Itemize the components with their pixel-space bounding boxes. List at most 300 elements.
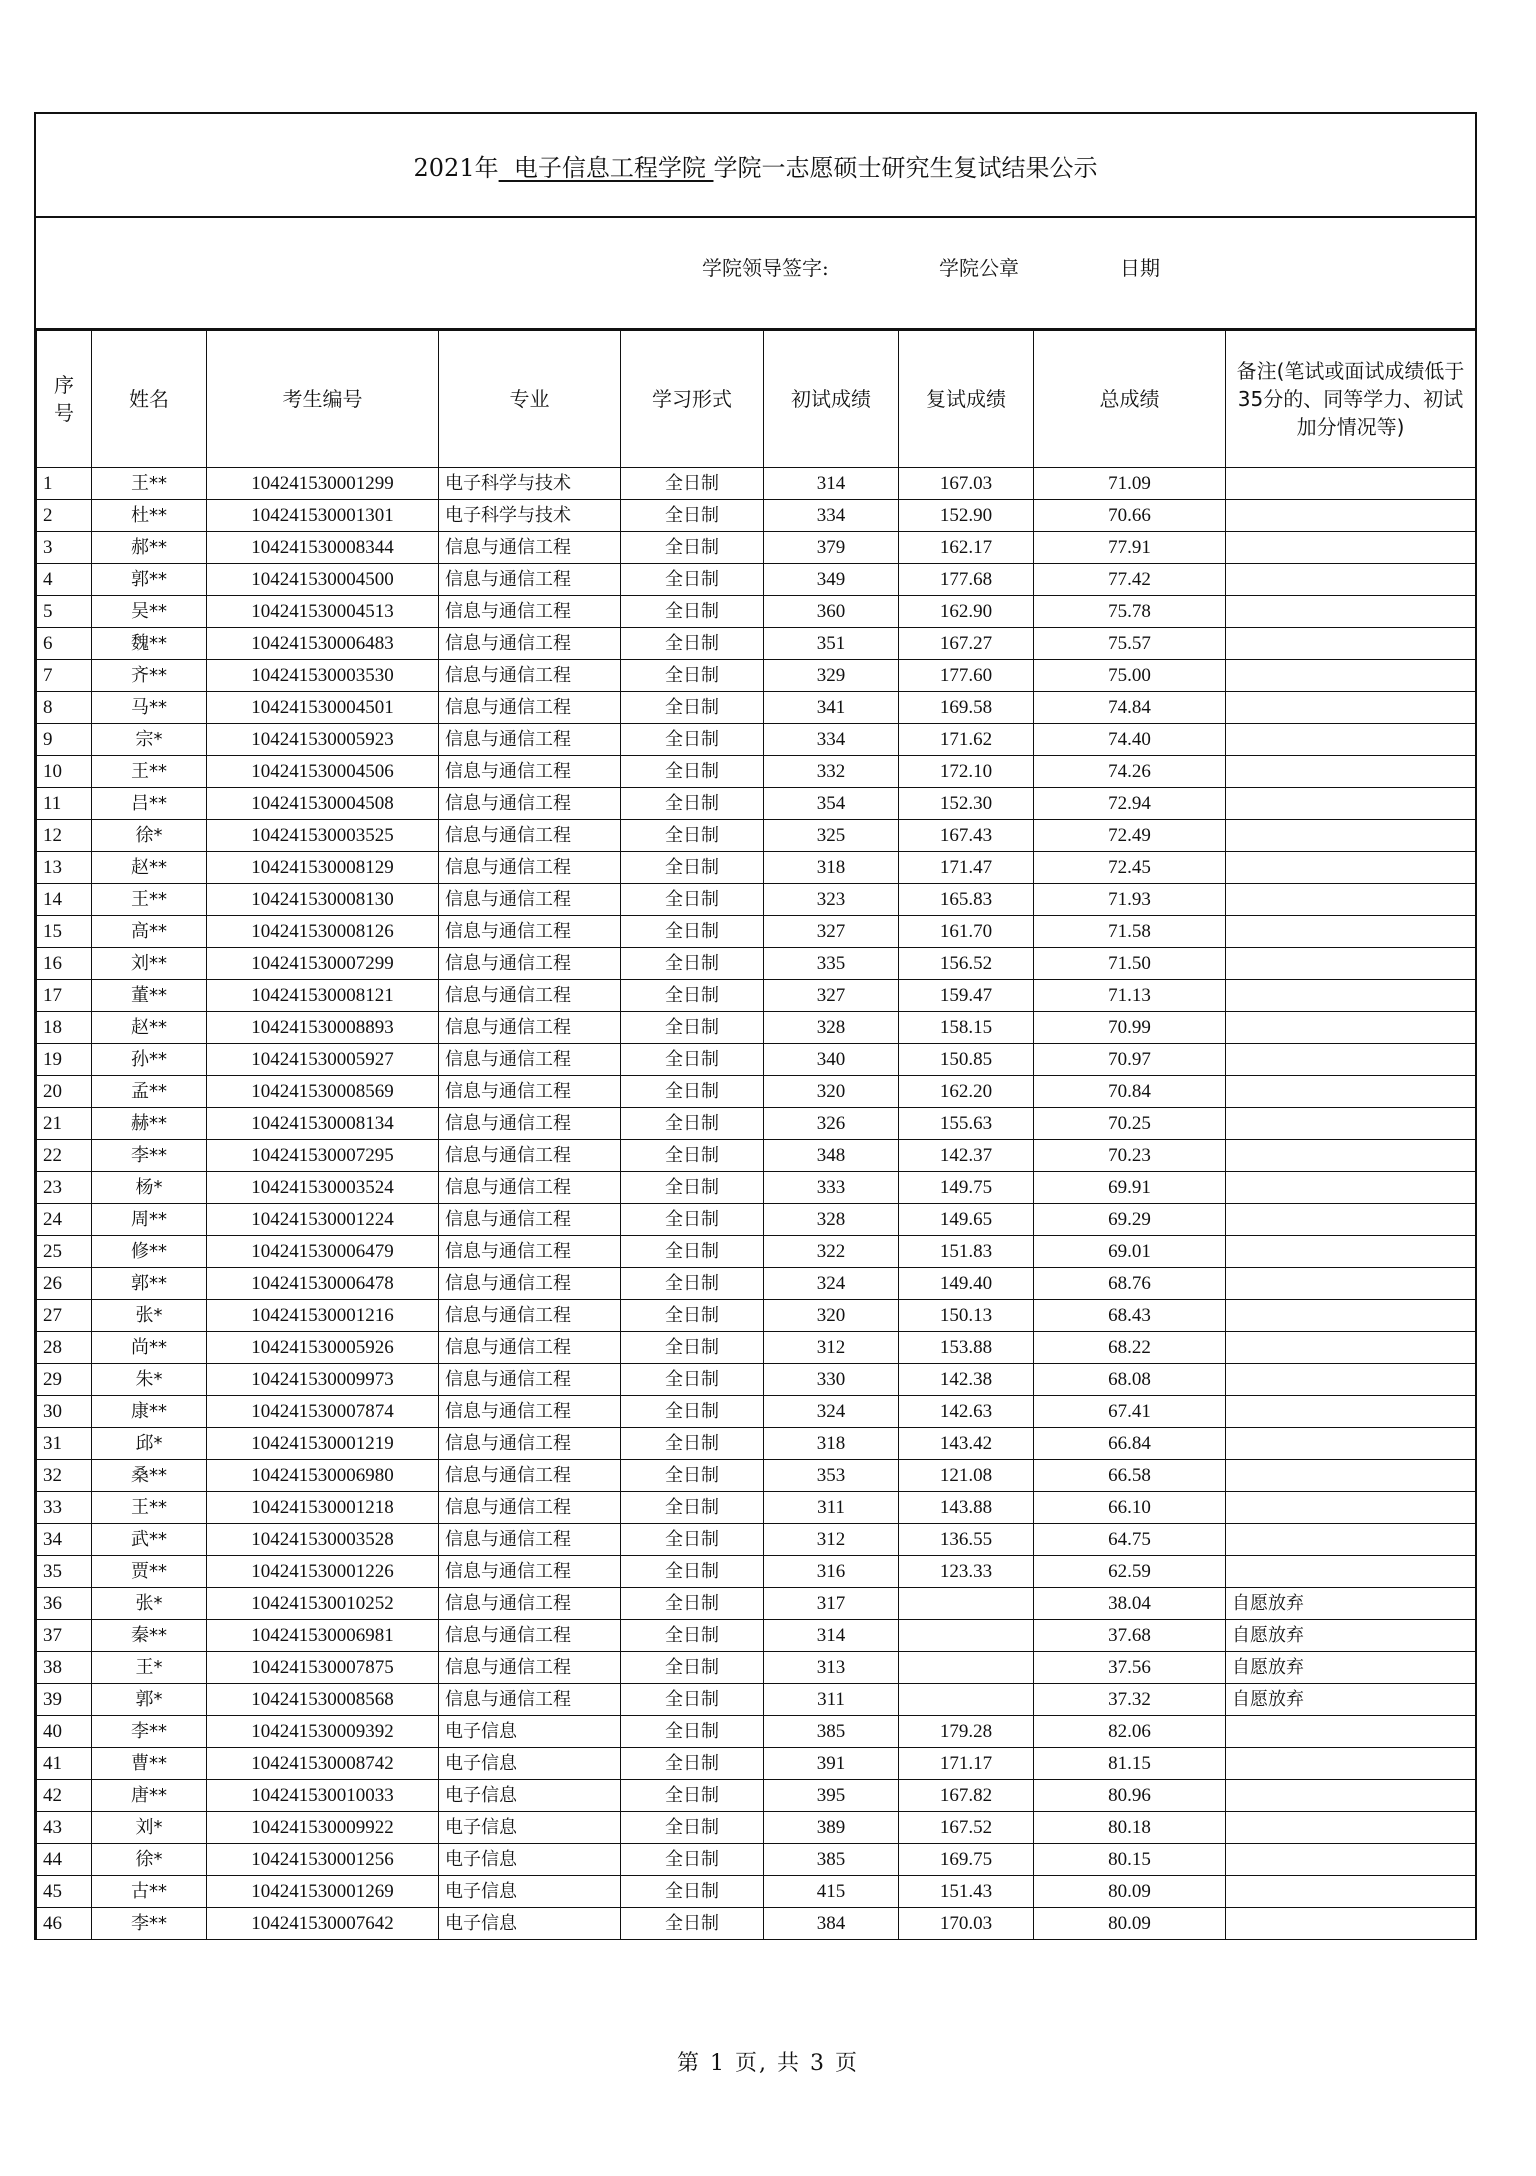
row-exam-id: 104241530007874 xyxy=(207,1396,439,1428)
row-index: 43 xyxy=(37,1812,92,1844)
row-exam-id: 104241530008129 xyxy=(207,852,439,884)
row-study-mode: 全日制 xyxy=(621,948,764,980)
row-prelim-score: 326 xyxy=(764,1108,899,1140)
row-study-mode: 全日制 xyxy=(621,980,764,1012)
row-index: 8 xyxy=(37,692,92,724)
row-prelim-score: 314 xyxy=(764,468,899,500)
row-prelim-score: 332 xyxy=(764,756,899,788)
row-index: 15 xyxy=(37,916,92,948)
row-major: 信息与通信工程 xyxy=(439,596,621,628)
row-major: 信息与通信工程 xyxy=(439,532,621,564)
header-study-mode: 学习形式 xyxy=(621,331,764,468)
row-exam-id: 104241530001218 xyxy=(207,1492,439,1524)
row-study-mode: 全日制 xyxy=(621,1812,764,1844)
row-retest-score: 167.43 xyxy=(899,820,1034,852)
row-name: 郭* xyxy=(92,1684,207,1716)
row-exam-id: 104241530003528 xyxy=(207,1524,439,1556)
row-prelim-score: 327 xyxy=(764,980,899,1012)
row-retest-score xyxy=(899,1652,1034,1684)
row-study-mode: 全日制 xyxy=(621,1684,764,1716)
row-total-score: 68.76 xyxy=(1034,1268,1226,1300)
row-total-score: 37.56 xyxy=(1034,1652,1226,1684)
row-prelim-score: 334 xyxy=(764,500,899,532)
row-exam-id: 104241530006478 xyxy=(207,1268,439,1300)
row-retest-score: 142.38 xyxy=(899,1364,1034,1396)
table-row xyxy=(37,692,1476,724)
row-exam-id: 104241530001301 xyxy=(207,500,439,532)
header-remark: 备注(笔试或面试成绩低于35分的、同等学力、初试加分情况等) xyxy=(1226,331,1476,468)
row-name: 张* xyxy=(92,1588,207,1620)
row-study-mode: 全日制 xyxy=(621,1204,764,1236)
row-remark xyxy=(1226,1236,1476,1268)
row-exam-id: 104241530010033 xyxy=(207,1780,439,1812)
row-exam-id: 104241530003524 xyxy=(207,1172,439,1204)
row-retest-score: 171.62 xyxy=(899,724,1034,756)
row-name: 贾** xyxy=(92,1556,207,1588)
row-exam-id: 104241530007299 xyxy=(207,948,439,980)
row-name: 王* xyxy=(92,1652,207,1684)
row-index: 26 xyxy=(37,1268,92,1300)
row-retest-score: 150.13 xyxy=(899,1300,1034,1332)
row-remark xyxy=(1226,468,1476,500)
row-exam-id: 104241530005923 xyxy=(207,724,439,756)
row-prelim-score: 360 xyxy=(764,596,899,628)
row-index: 27 xyxy=(37,1300,92,1332)
table-header-row xyxy=(37,331,1476,468)
row-study-mode: 全日制 xyxy=(621,1076,764,1108)
row-retest-score: 121.08 xyxy=(899,1460,1034,1492)
row-name: 刘** xyxy=(92,948,207,980)
row-retest-score: 162.90 xyxy=(899,596,1034,628)
row-prelim-score: 385 xyxy=(764,1844,899,1876)
row-retest-score: 143.88 xyxy=(899,1492,1034,1524)
row-name: 郭** xyxy=(92,564,207,596)
row-prelim-score: 314 xyxy=(764,1620,899,1652)
table-row xyxy=(37,1140,1476,1172)
row-index: 14 xyxy=(37,884,92,916)
row-retest-score: 172.10 xyxy=(899,756,1034,788)
row-study-mode: 全日制 xyxy=(621,1236,764,1268)
row-exam-id: 104241530007295 xyxy=(207,1140,439,1172)
row-index: 7 xyxy=(37,660,92,692)
table-row xyxy=(37,564,1476,596)
row-retest-score: 159.47 xyxy=(899,980,1034,1012)
row-index: 40 xyxy=(37,1716,92,1748)
page-footer: 第 1 页, 共 3 页 xyxy=(677,2051,859,2076)
row-study-mode: 全日制 xyxy=(621,1268,764,1300)
row-exam-id: 104241530009973 xyxy=(207,1364,439,1396)
header-retest-score: 复试成绩 xyxy=(899,331,1034,468)
row-retest-score: 167.52 xyxy=(899,1812,1034,1844)
header-index: 序号 xyxy=(37,331,92,468)
table-row xyxy=(37,1876,1476,1908)
row-exam-id: 104241530008568 xyxy=(207,1684,439,1716)
table-row xyxy=(37,660,1476,692)
row-exam-id: 104241530001224 xyxy=(207,1204,439,1236)
row-major: 信息与通信工程 xyxy=(439,980,621,1012)
row-name: 宗* xyxy=(92,724,207,756)
row-prelim-score: 333 xyxy=(764,1172,899,1204)
row-major: 信息与通信工程 xyxy=(439,852,621,884)
row-exam-id: 104241530008121 xyxy=(207,980,439,1012)
row-retest-score: 142.63 xyxy=(899,1396,1034,1428)
row-name: 徐* xyxy=(92,1844,207,1876)
row-exam-id: 104241530001219 xyxy=(207,1428,439,1460)
row-name: 古** xyxy=(92,1876,207,1908)
row-total-score: 72.49 xyxy=(1034,820,1226,852)
table-row xyxy=(37,756,1476,788)
row-major: 信息与通信工程 xyxy=(439,1428,621,1460)
row-index: 13 xyxy=(37,852,92,884)
row-prelim-score: 391 xyxy=(764,1748,899,1780)
row-major: 信息与通信工程 xyxy=(439,1300,621,1332)
row-total-score: 80.15 xyxy=(1034,1844,1226,1876)
row-total-score: 67.41 xyxy=(1034,1396,1226,1428)
row-prelim-score: 324 xyxy=(764,1268,899,1300)
row-index: 12 xyxy=(37,820,92,852)
row-remark xyxy=(1226,1716,1476,1748)
row-remark: 自愿放弃 xyxy=(1226,1588,1476,1620)
row-name: 吕** xyxy=(92,788,207,820)
row-total-score: 66.10 xyxy=(1034,1492,1226,1524)
row-name: 武** xyxy=(92,1524,207,1556)
row-index: 31 xyxy=(37,1428,92,1460)
row-name: 李** xyxy=(92,1140,207,1172)
college-seal-label: 学院公章 xyxy=(939,256,1019,280)
title-suffix: 学院一志愿硕士研究生复试结果公示 xyxy=(713,153,1098,182)
row-major: 电子信息 xyxy=(439,1844,621,1876)
row-index: 44 xyxy=(37,1844,92,1876)
row-total-score: 82.06 xyxy=(1034,1716,1226,1748)
row-retest-score: 153.88 xyxy=(899,1332,1034,1364)
row-prelim-score: 351 xyxy=(764,628,899,660)
row-study-mode: 全日制 xyxy=(621,1716,764,1748)
row-retest-score: 151.43 xyxy=(899,1876,1034,1908)
row-total-score: 81.15 xyxy=(1034,1748,1226,1780)
row-retest-score: 170.03 xyxy=(899,1908,1034,1940)
row-study-mode: 全日制 xyxy=(621,628,764,660)
row-major: 信息与通信工程 xyxy=(439,1492,621,1524)
row-retest-score: 158.15 xyxy=(899,1012,1034,1044)
row-total-score: 75.57 xyxy=(1034,628,1226,660)
row-prelim-score: 323 xyxy=(764,884,899,916)
header-total-score: 总成绩 xyxy=(1034,331,1226,468)
row-major: 信息与通信工程 xyxy=(439,1076,621,1108)
row-major: 信息与通信工程 xyxy=(439,788,621,820)
row-index: 23 xyxy=(37,1172,92,1204)
row-retest-score: 149.40 xyxy=(899,1268,1034,1300)
row-major: 信息与通信工程 xyxy=(439,1620,621,1652)
row-retest-score: 161.70 xyxy=(899,916,1034,948)
row-study-mode: 全日制 xyxy=(621,852,764,884)
table-row xyxy=(37,1332,1476,1364)
row-study-mode: 全日制 xyxy=(621,916,764,948)
row-total-score: 80.09 xyxy=(1034,1876,1226,1908)
row-major: 信息与通信工程 xyxy=(439,1652,621,1684)
row-index: 36 xyxy=(37,1588,92,1620)
table-row xyxy=(37,1780,1476,1812)
row-exam-id: 104241530006483 xyxy=(207,628,439,660)
row-index: 24 xyxy=(37,1204,92,1236)
row-index: 39 xyxy=(37,1684,92,1716)
row-retest-score: 171.47 xyxy=(899,852,1034,884)
row-name: 赵** xyxy=(92,1012,207,1044)
row-exam-id: 104241530007875 xyxy=(207,1652,439,1684)
row-name: 吴** xyxy=(92,596,207,628)
row-total-score: 77.91 xyxy=(1034,532,1226,564)
row-name: 魏** xyxy=(92,628,207,660)
row-prelim-score: 349 xyxy=(764,564,899,596)
row-exam-id: 104241530008126 xyxy=(207,916,439,948)
row-major: 电子信息 xyxy=(439,1908,621,1940)
row-study-mode: 全日制 xyxy=(621,468,764,500)
row-major: 信息与通信工程 xyxy=(439,692,621,724)
row-study-mode: 全日制 xyxy=(621,1844,764,1876)
signature-box xyxy=(36,218,1475,330)
row-name: 王** xyxy=(92,884,207,916)
row-study-mode: 全日制 xyxy=(621,756,764,788)
row-prelim-score: 312 xyxy=(764,1524,899,1556)
row-index: 16 xyxy=(37,948,92,980)
row-name: 孙** xyxy=(92,1044,207,1076)
table-row xyxy=(37,468,1476,500)
row-retest-score: 177.60 xyxy=(899,660,1034,692)
row-remark xyxy=(1226,1396,1476,1428)
row-prelim-score: 353 xyxy=(764,1460,899,1492)
row-name: 王** xyxy=(92,756,207,788)
row-study-mode: 全日制 xyxy=(621,724,764,756)
row-major: 信息与通信工程 xyxy=(439,1396,621,1428)
table-row xyxy=(37,1268,1476,1300)
row-index: 10 xyxy=(37,756,92,788)
row-index: 30 xyxy=(37,1396,92,1428)
table-row xyxy=(37,1844,1476,1876)
table-row xyxy=(37,916,1476,948)
table-row xyxy=(37,788,1476,820)
row-remark xyxy=(1226,1428,1476,1460)
table-row xyxy=(37,1204,1476,1236)
row-major: 信息与通信工程 xyxy=(439,948,621,980)
row-study-mode: 全日制 xyxy=(621,1652,764,1684)
row-remark xyxy=(1226,916,1476,948)
row-prelim-score: 316 xyxy=(764,1556,899,1588)
row-exam-id: 104241530008134 xyxy=(207,1108,439,1140)
row-index: 35 xyxy=(37,1556,92,1588)
row-exam-id: 104241530001299 xyxy=(207,468,439,500)
row-retest-score: 171.17 xyxy=(899,1748,1034,1780)
row-remark xyxy=(1226,628,1476,660)
row-study-mode: 全日制 xyxy=(621,1780,764,1812)
row-study-mode: 全日制 xyxy=(621,1428,764,1460)
row-retest-score: 169.58 xyxy=(899,692,1034,724)
row-study-mode: 全日制 xyxy=(621,1748,764,1780)
row-index: 21 xyxy=(37,1108,92,1140)
row-exam-id: 104241530007642 xyxy=(207,1908,439,1940)
row-retest-score: 169.75 xyxy=(899,1844,1034,1876)
row-remark xyxy=(1226,564,1476,596)
row-index: 45 xyxy=(37,1876,92,1908)
row-prelim-score: 320 xyxy=(764,1300,899,1332)
row-remark xyxy=(1226,500,1476,532)
row-name: 齐** xyxy=(92,660,207,692)
row-prelim-score: 318 xyxy=(764,1428,899,1460)
row-total-score: 66.84 xyxy=(1034,1428,1226,1460)
row-total-score: 70.99 xyxy=(1034,1012,1226,1044)
row-retest-score: 150.85 xyxy=(899,1044,1034,1076)
table-row xyxy=(37,980,1476,1012)
row-major: 电子信息 xyxy=(439,1748,621,1780)
row-total-score: 72.45 xyxy=(1034,852,1226,884)
row-total-score: 68.08 xyxy=(1034,1364,1226,1396)
results-table xyxy=(36,330,1476,1940)
row-total-score: 77.42 xyxy=(1034,564,1226,596)
row-major: 电子信息 xyxy=(439,1876,621,1908)
row-remark xyxy=(1226,596,1476,628)
row-index: 1 xyxy=(37,468,92,500)
row-total-score: 68.22 xyxy=(1034,1332,1226,1364)
row-study-mode: 全日制 xyxy=(621,1876,764,1908)
row-index: 6 xyxy=(37,628,92,660)
table-row xyxy=(37,1172,1476,1204)
table-row xyxy=(37,1620,1476,1652)
table-row xyxy=(37,1044,1476,1076)
row-retest-score: 167.03 xyxy=(899,468,1034,500)
row-name: 康** xyxy=(92,1396,207,1428)
row-remark xyxy=(1226,724,1476,756)
date-label: 日期 xyxy=(1120,256,1160,280)
table-row xyxy=(37,1460,1476,1492)
table-row xyxy=(37,500,1476,532)
row-exam-id: 104241530001256 xyxy=(207,1844,439,1876)
row-study-mode: 全日制 xyxy=(621,660,764,692)
table-row xyxy=(37,532,1476,564)
row-retest-score: 149.75 xyxy=(899,1172,1034,1204)
row-study-mode: 全日制 xyxy=(621,692,764,724)
row-remark xyxy=(1226,1172,1476,1204)
row-study-mode: 全日制 xyxy=(621,1172,764,1204)
row-major: 信息与通信工程 xyxy=(439,724,621,756)
row-remark xyxy=(1226,756,1476,788)
row-name: 杨* xyxy=(92,1172,207,1204)
table-row xyxy=(37,852,1476,884)
row-index: 2 xyxy=(37,500,92,532)
row-index: 38 xyxy=(37,1652,92,1684)
table-row xyxy=(37,1588,1476,1620)
row-index: 33 xyxy=(37,1492,92,1524)
row-retest-score: 167.27 xyxy=(899,628,1034,660)
table-row xyxy=(37,1300,1476,1332)
row-remark xyxy=(1226,788,1476,820)
row-exam-id: 104241530008130 xyxy=(207,884,439,916)
row-name: 周** xyxy=(92,1204,207,1236)
row-name: 马** xyxy=(92,692,207,724)
row-remark xyxy=(1226,980,1476,1012)
row-name: 朱* xyxy=(92,1364,207,1396)
row-name: 高** xyxy=(92,916,207,948)
table-row xyxy=(37,948,1476,980)
row-retest-score: 136.55 xyxy=(899,1524,1034,1556)
table-row xyxy=(37,1236,1476,1268)
row-exam-id: 104241530008344 xyxy=(207,532,439,564)
row-remark xyxy=(1226,1844,1476,1876)
row-major: 信息与通信工程 xyxy=(439,1268,621,1300)
row-total-score: 70.66 xyxy=(1034,500,1226,532)
row-total-score: 71.93 xyxy=(1034,884,1226,916)
row-total-score: 69.01 xyxy=(1034,1236,1226,1268)
row-remark xyxy=(1226,1492,1476,1524)
row-exam-id: 104241530008742 xyxy=(207,1748,439,1780)
row-name: 李** xyxy=(92,1908,207,1940)
row-remark xyxy=(1226,1556,1476,1588)
row-major: 信息与通信工程 xyxy=(439,1524,621,1556)
row-major: 电子科学与技术 xyxy=(439,468,621,500)
row-prelim-score: 340 xyxy=(764,1044,899,1076)
row-exam-id: 104241530009392 xyxy=(207,1716,439,1748)
row-exam-id: 104241530006980 xyxy=(207,1460,439,1492)
row-prelim-score: 334 xyxy=(764,724,899,756)
row-prelim-score: 329 xyxy=(764,660,899,692)
table-row xyxy=(37,1108,1476,1140)
row-name: 秦** xyxy=(92,1620,207,1652)
table-row xyxy=(37,1492,1476,1524)
row-remark xyxy=(1226,1108,1476,1140)
row-major: 信息与通信工程 xyxy=(439,1140,621,1172)
row-prelim-score: 322 xyxy=(764,1236,899,1268)
row-major: 信息与通信工程 xyxy=(439,1460,621,1492)
row-remark: 自愿放弃 xyxy=(1226,1652,1476,1684)
row-name: 王** xyxy=(92,468,207,500)
row-study-mode: 全日制 xyxy=(621,1396,764,1428)
table-row xyxy=(37,1524,1476,1556)
row-exam-id: 104241530003530 xyxy=(207,660,439,692)
row-prelim-score: 311 xyxy=(764,1684,899,1716)
row-retest-score: 162.20 xyxy=(899,1076,1034,1108)
row-exam-id: 104241530006479 xyxy=(207,1236,439,1268)
row-remark xyxy=(1226,1268,1476,1300)
row-total-score: 70.84 xyxy=(1034,1076,1226,1108)
row-exam-id: 104241530001226 xyxy=(207,1556,439,1588)
row-remark xyxy=(1226,1204,1476,1236)
row-prelim-score: 354 xyxy=(764,788,899,820)
row-study-mode: 全日制 xyxy=(621,1364,764,1396)
row-remark xyxy=(1226,884,1476,916)
row-retest-score: 162.17 xyxy=(899,532,1034,564)
row-index: 46 xyxy=(37,1908,92,1940)
header-name: 姓名 xyxy=(92,331,207,468)
row-retest-score: 165.83 xyxy=(899,884,1034,916)
row-exam-id: 104241530005926 xyxy=(207,1332,439,1364)
row-total-score: 71.09 xyxy=(1034,468,1226,500)
row-prelim-score: 395 xyxy=(764,1780,899,1812)
row-exam-id: 104241530004513 xyxy=(207,596,439,628)
row-remark xyxy=(1226,820,1476,852)
row-total-score: 71.58 xyxy=(1034,916,1226,948)
row-exam-id: 104241530004506 xyxy=(207,756,439,788)
row-index: 9 xyxy=(37,724,92,756)
row-index: 37 xyxy=(37,1620,92,1652)
table-row xyxy=(37,1364,1476,1396)
row-prelim-score: 311 xyxy=(764,1492,899,1524)
title-box xyxy=(36,114,1475,218)
row-major: 信息与通信工程 xyxy=(439,1012,621,1044)
row-study-mode: 全日制 xyxy=(621,1492,764,1524)
row-total-score: 74.84 xyxy=(1034,692,1226,724)
table-row xyxy=(37,1556,1476,1588)
row-total-score: 71.13 xyxy=(1034,980,1226,1012)
row-major: 信息与通信工程 xyxy=(439,916,621,948)
row-prelim-score: 318 xyxy=(764,852,899,884)
row-exam-id: 104241530009922 xyxy=(207,1812,439,1844)
